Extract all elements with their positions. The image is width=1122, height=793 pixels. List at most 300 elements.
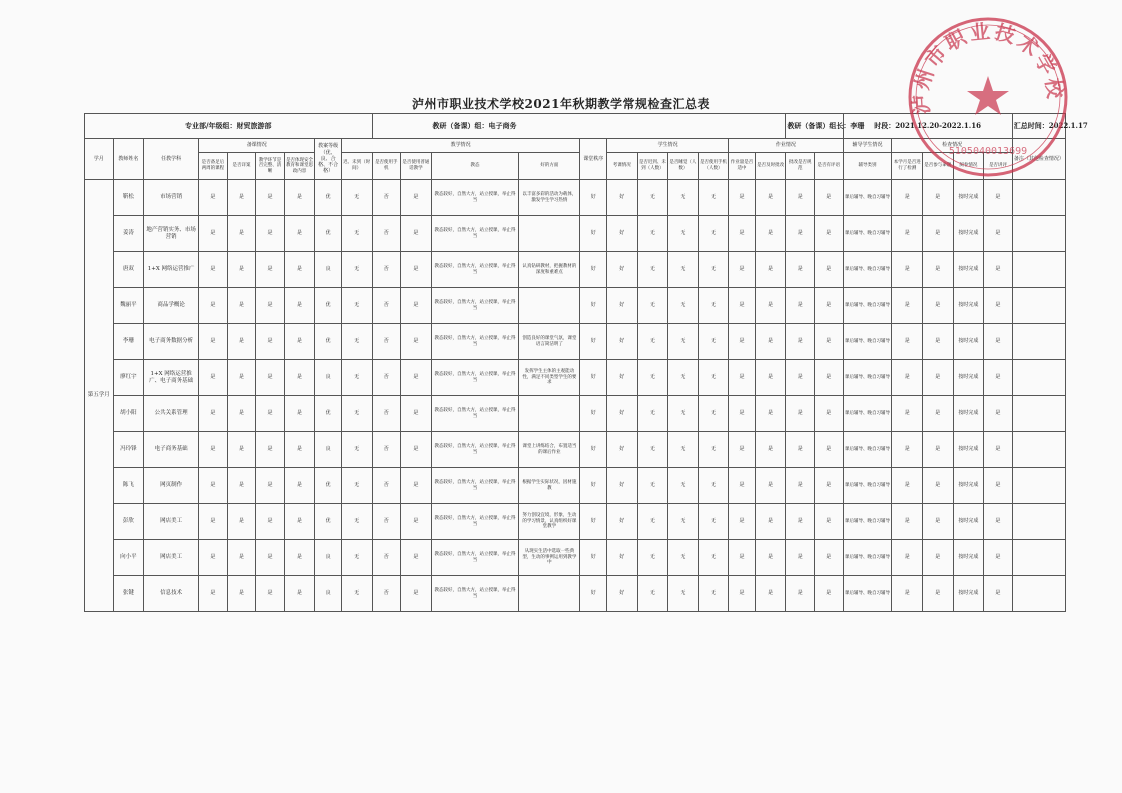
cell-hw2: 是 bbox=[755, 288, 786, 324]
cell-plan: 是 bbox=[892, 216, 923, 252]
group-student: 学生情况 bbox=[606, 139, 728, 153]
cell-attitude: 教态较好，自然大方，站立授课，举止得当 bbox=[431, 540, 519, 576]
cell-subject: 公共关系管理 bbox=[144, 396, 199, 432]
cell-tutortype: 课后辅导、晚自习辅导 bbox=[843, 216, 892, 252]
header-hw2: 是否及时批改 bbox=[755, 153, 786, 180]
cell-p2: 是 bbox=[227, 396, 256, 432]
cell-join: 是 bbox=[923, 468, 954, 504]
cell-p1: 是 bbox=[199, 576, 228, 612]
period-info: 时段：2021.12.20-2022.1.16 bbox=[843, 114, 1012, 139]
cell-p4: 是 bbox=[284, 324, 315, 360]
cell-subject: 网店美工 bbox=[144, 504, 199, 540]
cell-attend: 好 bbox=[606, 540, 637, 576]
cell-absent: 无 bbox=[637, 252, 668, 288]
header-prep1: 是否备足后两周的课程 bbox=[199, 153, 228, 180]
cell-good: 努力创设宜境，形象，生动的学习情景，认真组织好课堂教学 bbox=[519, 504, 580, 540]
cell-phone: 否 bbox=[372, 252, 401, 288]
cell-hw2: 是 bbox=[755, 360, 786, 396]
cell-attitude: 教态较好，自然大方，站立授课，举止得当 bbox=[431, 432, 519, 468]
header-attend: 考课情况 bbox=[606, 153, 637, 180]
table-row bbox=[85, 396, 1066, 432]
cell-hw4: 是 bbox=[814, 360, 843, 396]
cell-late: 无 bbox=[341, 216, 372, 252]
cell-grade: 优 bbox=[315, 288, 342, 324]
table-row bbox=[85, 432, 1066, 468]
cell-hw2: 是 bbox=[755, 216, 786, 252]
table-row bbox=[85, 288, 1066, 324]
cell-hw1: 是 bbox=[729, 252, 756, 288]
cell-p4: 是 bbox=[284, 540, 315, 576]
cell-p2: 是 bbox=[227, 252, 256, 288]
cell-phoneuse: 无 bbox=[698, 216, 729, 252]
school-seal-stamp bbox=[905, 14, 1071, 180]
cell-good bbox=[519, 288, 580, 324]
cell-order: 好 bbox=[580, 576, 607, 612]
cell-attend: 好 bbox=[606, 360, 637, 396]
cell-remark bbox=[1012, 216, 1065, 252]
cell-hw4: 是 bbox=[814, 288, 843, 324]
cell-p3: 是 bbox=[256, 432, 285, 468]
cell-late: 无 bbox=[341, 252, 372, 288]
cell-p1: 是 bbox=[199, 504, 228, 540]
cell-p4: 是 bbox=[284, 396, 315, 432]
cell-p3: 是 bbox=[256, 360, 285, 396]
cell-phone: 否 bbox=[372, 180, 401, 216]
cell-join: 是 bbox=[923, 324, 954, 360]
cell-analysis: 是 bbox=[984, 324, 1013, 360]
group-teach: 教学情况 bbox=[341, 139, 580, 153]
cell-p1: 是 bbox=[199, 252, 228, 288]
cell-absent: 无 bbox=[637, 216, 668, 252]
cell-analysis: 是 bbox=[984, 504, 1013, 540]
cell-name: 李珊 bbox=[113, 324, 144, 360]
cell-remark bbox=[1012, 180, 1065, 216]
cell-phoneuse: 无 bbox=[698, 324, 729, 360]
cell-p3: 是 bbox=[256, 180, 285, 216]
header-name: 教师姓名 bbox=[113, 139, 144, 180]
header-plan: 本学月是否进行了检测 bbox=[892, 153, 923, 180]
cell-remark bbox=[1012, 360, 1065, 396]
cell-attend: 好 bbox=[606, 576, 637, 612]
cell-absent: 无 bbox=[637, 360, 668, 396]
cell-name: 彭欣 bbox=[113, 504, 144, 540]
cell-remark bbox=[1012, 288, 1065, 324]
cell-analysis: 是 bbox=[984, 468, 1013, 504]
stamp-text: 泸州市职业技术学校 bbox=[908, 18, 1068, 116]
stamp-code: 5105040013699 bbox=[948, 146, 1028, 157]
cell-p2: 是 bbox=[227, 504, 256, 540]
cell-phone: 否 bbox=[372, 432, 401, 468]
cell-hw4: 是 bbox=[814, 324, 843, 360]
cell-hw4: 是 bbox=[814, 180, 843, 216]
cell-hw3: 是 bbox=[786, 324, 815, 360]
cell-p2: 是 bbox=[227, 180, 256, 216]
cell-late: 无 bbox=[341, 432, 372, 468]
cell-subject: 网页制作 bbox=[144, 468, 199, 504]
cell-p2: 是 bbox=[227, 540, 256, 576]
cell-hw1: 是 bbox=[729, 396, 756, 432]
cell-join: 是 bbox=[923, 288, 954, 324]
cell-grade: 良 bbox=[315, 540, 342, 576]
cell-sleep: 无 bbox=[668, 216, 699, 252]
cell-paper: 按时完成 bbox=[953, 216, 984, 252]
cell-phoneuse: 无 bbox=[698, 468, 729, 504]
cell-order: 好 bbox=[580, 360, 607, 396]
cell-name: 冯玲锋 bbox=[113, 432, 144, 468]
cell-attend: 好 bbox=[606, 288, 637, 324]
cell-hw4: 是 bbox=[814, 432, 843, 468]
cell-phoneuse: 无 bbox=[698, 432, 729, 468]
cell-p4: 是 bbox=[284, 180, 315, 216]
cell-tutortype: 课后辅导、晚自习辅导 bbox=[843, 504, 892, 540]
cell-remark bbox=[1012, 504, 1065, 540]
cell-phoneuse: 无 bbox=[698, 396, 729, 432]
cell-subject: 1+X 网络运营推广 bbox=[144, 252, 199, 288]
cell-sleep: 无 bbox=[668, 252, 699, 288]
cell-order: 好 bbox=[580, 396, 607, 432]
cell-hw3: 是 bbox=[786, 252, 815, 288]
cell-attend: 好 bbox=[606, 180, 637, 216]
cell-p2: 是 bbox=[227, 288, 256, 324]
cell-p2: 是 bbox=[227, 468, 256, 504]
header-hw4: 是否有评语 bbox=[814, 153, 843, 180]
cell-hw1: 是 bbox=[729, 432, 756, 468]
cell-good: 根据学生实际状况，因材施教 bbox=[519, 468, 580, 504]
cell-hw3: 是 bbox=[786, 180, 815, 216]
cell-attend: 好 bbox=[606, 432, 637, 468]
month-cell: 第五学月 bbox=[85, 180, 114, 612]
cell-join: 是 bbox=[923, 252, 954, 288]
cell-p1: 是 bbox=[199, 396, 228, 432]
cell-hw1: 是 bbox=[729, 504, 756, 540]
cell-subject: 地产营销实务、市场营销 bbox=[144, 216, 199, 252]
cell-p4: 是 bbox=[284, 360, 315, 396]
cell-name: 向小平 bbox=[113, 540, 144, 576]
cell-attitude: 教态较好，自然大方，站立授课，举止得当 bbox=[431, 360, 519, 396]
cell-order: 好 bbox=[580, 468, 607, 504]
cell-p4: 是 bbox=[284, 432, 315, 468]
group-prep: 备课情况 bbox=[199, 139, 315, 153]
cell-sleep: 无 bbox=[668, 468, 699, 504]
cell-join: 是 bbox=[923, 504, 954, 540]
cell-tutortype: 课后辅导、晚自习辅导 bbox=[843, 396, 892, 432]
header-attitude: 教态 bbox=[431, 153, 519, 180]
cell-media: 是 bbox=[401, 324, 432, 360]
cell-sleep: 无 bbox=[668, 288, 699, 324]
cell-analysis: 是 bbox=[984, 288, 1013, 324]
cell-late: 无 bbox=[341, 576, 372, 612]
cell-tutortype: 课后辅导、晚自习辅导 bbox=[843, 252, 892, 288]
cell-p3: 是 bbox=[256, 324, 285, 360]
cell-grade: 优 bbox=[315, 396, 342, 432]
cell-analysis: 是 bbox=[984, 360, 1013, 396]
cell-p3: 是 bbox=[256, 396, 285, 432]
cell-attend: 好 bbox=[606, 504, 637, 540]
cell-p4: 是 bbox=[284, 252, 315, 288]
cell-hw4: 是 bbox=[814, 576, 843, 612]
cell-hw3: 是 bbox=[786, 468, 815, 504]
group-check: 检查情况 bbox=[892, 139, 1012, 153]
cell-good bbox=[519, 576, 580, 612]
cell-grade: 良 bbox=[315, 576, 342, 612]
cell-absent: 无 bbox=[637, 576, 668, 612]
cell-hw4: 是 bbox=[814, 540, 843, 576]
cell-good bbox=[519, 396, 580, 432]
header-order: 课堂秩序 bbox=[580, 139, 607, 180]
cell-paper: 按时完成 bbox=[953, 360, 984, 396]
cell-attitude: 教态较好，自然大方，站立授课，举止得当 bbox=[431, 396, 519, 432]
cell-sleep: 无 bbox=[668, 396, 699, 432]
table-row bbox=[85, 360, 1066, 396]
cell-phoneuse: 无 bbox=[698, 504, 729, 540]
cell-remark bbox=[1012, 324, 1065, 360]
cell-grade: 良 bbox=[315, 252, 342, 288]
cell-media: 是 bbox=[401, 468, 432, 504]
cell-subject: 1+X 网络运营推广、电子商务基础 bbox=[144, 360, 199, 396]
cell-name: 魏丽平 bbox=[113, 288, 144, 324]
cell-p1: 是 bbox=[199, 288, 228, 324]
cell-grade: 良 bbox=[315, 360, 342, 396]
cell-subject: 电子商务数据分析 bbox=[144, 324, 199, 360]
cell-name: 唐双 bbox=[113, 252, 144, 288]
cell-hw2: 是 bbox=[755, 432, 786, 468]
cell-absent: 无 bbox=[637, 504, 668, 540]
cell-order: 好 bbox=[580, 432, 607, 468]
cell-media: 是 bbox=[401, 360, 432, 396]
cell-late: 无 bbox=[341, 504, 372, 540]
cell-attitude: 教态较好，自然大方，站立授课，举止得当 bbox=[431, 180, 519, 216]
cell-plan: 是 bbox=[892, 360, 923, 396]
cell-p4: 是 bbox=[284, 216, 315, 252]
cell-phone: 否 bbox=[372, 360, 401, 396]
header-sleep: 是否睡觉（人数） bbox=[668, 153, 699, 180]
table-row bbox=[85, 180, 1066, 216]
header-hw3: 批改是否规范 bbox=[786, 153, 815, 180]
cell-phoneuse: 无 bbox=[698, 540, 729, 576]
cell-remark bbox=[1012, 468, 1065, 504]
cell-tutortype: 课后辅导、晚自习辅导 bbox=[843, 288, 892, 324]
cell-remark bbox=[1012, 396, 1065, 432]
cell-p2: 是 bbox=[227, 360, 256, 396]
cell-paper: 按时完成 bbox=[953, 180, 984, 216]
cell-phone: 否 bbox=[372, 396, 401, 432]
cell-hw3: 是 bbox=[786, 432, 815, 468]
cell-hw2: 是 bbox=[755, 540, 786, 576]
cell-attend: 好 bbox=[606, 252, 637, 288]
cell-join: 是 bbox=[923, 576, 954, 612]
cell-plan: 是 bbox=[892, 432, 923, 468]
cell-paper: 按时完成 bbox=[953, 468, 984, 504]
cell-phone: 否 bbox=[372, 288, 401, 324]
cell-subject: 信息技术 bbox=[144, 576, 199, 612]
header-tutortype: 辅导类别 bbox=[843, 153, 892, 180]
table-row bbox=[85, 540, 1066, 576]
group-tutor: 辅导学生情况 bbox=[843, 139, 892, 153]
cell-hw3: 是 bbox=[786, 576, 815, 612]
cell-order: 好 bbox=[580, 540, 607, 576]
table-row bbox=[85, 576, 1066, 612]
leader-info: 教研（备课）组长：李珊 bbox=[786, 114, 843, 139]
cell-sleep: 无 bbox=[668, 432, 699, 468]
cell-attend: 好 bbox=[606, 216, 637, 252]
cell-absent: 无 bbox=[637, 432, 668, 468]
cell-name: 陈飞 bbox=[113, 468, 144, 504]
table-row bbox=[85, 504, 1066, 540]
header-prep2: 是否详案 bbox=[227, 153, 256, 180]
cell-tutortype: 课后辅导、晚自习辅导 bbox=[843, 324, 892, 360]
cell-paper: 按时完成 bbox=[953, 576, 984, 612]
cell-p3: 是 bbox=[256, 252, 285, 288]
cell-name: 廖红宇 bbox=[113, 360, 144, 396]
cell-hw3: 是 bbox=[786, 504, 815, 540]
cell-good: 课堂上讲练结合，布置适当的课后作业 bbox=[519, 432, 580, 468]
cell-p3: 是 bbox=[256, 576, 285, 612]
cell-phoneuse: 无 bbox=[698, 576, 729, 612]
cell-p3: 是 bbox=[256, 288, 285, 324]
cell-attitude: 教态较好，自然大方，站立授课，举止得当 bbox=[431, 504, 519, 540]
table-row bbox=[85, 252, 1066, 288]
cell-order: 好 bbox=[580, 324, 607, 360]
cell-p1: 是 bbox=[199, 360, 228, 396]
cell-paper: 按时完成 bbox=[953, 252, 984, 288]
inspection-summary-table bbox=[84, 113, 1088, 612]
cell-remark bbox=[1012, 540, 1065, 576]
cell-plan: 是 bbox=[892, 540, 923, 576]
header-phoneuse: 是否使用手机（人数） bbox=[698, 153, 729, 180]
cell-good: 发挥学生主体的主观能动性，满足不同类型学生的要求 bbox=[519, 360, 580, 396]
table-row bbox=[85, 216, 1066, 252]
cell-grade: 优 bbox=[315, 324, 342, 360]
cell-late: 无 bbox=[341, 288, 372, 324]
cell-sleep: 无 bbox=[668, 324, 699, 360]
cell-media: 是 bbox=[401, 180, 432, 216]
cell-grade: 良 bbox=[315, 432, 342, 468]
cell-order: 好 bbox=[580, 504, 607, 540]
cell-hw2: 是 bbox=[755, 576, 786, 612]
cell-remark bbox=[1012, 576, 1065, 612]
header-hw1: 作业量是否适中 bbox=[729, 153, 756, 180]
cell-late: 无 bbox=[341, 396, 372, 432]
cell-attitude: 教态较好，自然大方，站立授课，举止得当 bbox=[431, 324, 519, 360]
cell-hw1: 是 bbox=[729, 576, 756, 612]
cell-plan: 是 bbox=[892, 576, 923, 612]
header-prep3: 教学环节是否完整、清晰 bbox=[256, 153, 285, 180]
cell-hw2: 是 bbox=[755, 396, 786, 432]
cell-media: 是 bbox=[401, 540, 432, 576]
cell-join: 是 bbox=[923, 540, 954, 576]
header-grade: 教案等级（优、良、合格、不合格） bbox=[315, 139, 342, 180]
cell-absent: 无 bbox=[637, 324, 668, 360]
cell-media: 是 bbox=[401, 216, 432, 252]
cell-paper: 按时完成 bbox=[953, 324, 984, 360]
cell-hw1: 是 bbox=[729, 468, 756, 504]
cell-absent: 无 bbox=[637, 288, 668, 324]
cell-good: 认真钻研教材，把握教材的深度和重难点 bbox=[519, 252, 580, 288]
cell-hw3: 是 bbox=[786, 360, 815, 396]
cell-phone: 否 bbox=[372, 324, 401, 360]
cell-plan: 是 bbox=[892, 288, 923, 324]
header-media: 是否使用普通话教学 bbox=[401, 153, 432, 180]
cell-join: 是 bbox=[923, 360, 954, 396]
cell-order: 好 bbox=[580, 288, 607, 324]
cell-analysis: 是 bbox=[984, 432, 1013, 468]
cell-name: 张键 bbox=[113, 576, 144, 612]
cell-sleep: 无 bbox=[668, 180, 699, 216]
table-row bbox=[85, 468, 1066, 504]
cell-p1: 是 bbox=[199, 324, 228, 360]
cell-analysis: 是 bbox=[984, 396, 1013, 432]
cell-tutortype: 课后辅导、晚自习辅导 bbox=[843, 360, 892, 396]
cell-p2: 是 bbox=[227, 576, 256, 612]
cell-p3: 是 bbox=[256, 540, 285, 576]
cell-late: 无 bbox=[341, 468, 372, 504]
cell-tutortype: 课后辅导、晚自习辅导 bbox=[843, 432, 892, 468]
cell-media: 是 bbox=[401, 288, 432, 324]
cell-p2: 是 bbox=[227, 432, 256, 468]
cell-hw1: 是 bbox=[729, 288, 756, 324]
cell-p3: 是 bbox=[256, 216, 285, 252]
header-remark: 备注（其他检查情况） bbox=[1012, 139, 1065, 180]
group-info: 教研（备课）组：电子商务 bbox=[372, 114, 786, 139]
cell-absent: 无 bbox=[637, 396, 668, 432]
cell-hw4: 是 bbox=[814, 252, 843, 288]
cell-hw3: 是 bbox=[786, 396, 815, 432]
dept-info: 专业部/年级组：财贸旅游部 bbox=[85, 114, 373, 139]
cell-order: 好 bbox=[580, 180, 607, 216]
cell-hw4: 是 bbox=[814, 468, 843, 504]
cell-sleep: 无 bbox=[668, 504, 699, 540]
cell-hw1: 是 bbox=[729, 216, 756, 252]
cell-hw4: 是 bbox=[814, 504, 843, 540]
cell-p1: 是 bbox=[199, 180, 228, 216]
cell-hw2: 是 bbox=[755, 504, 786, 540]
cell-hw3: 是 bbox=[786, 288, 815, 324]
cell-name: 胡小阳 bbox=[113, 396, 144, 432]
cell-grade: 优 bbox=[315, 468, 342, 504]
header-late: 迟、未到（时间） bbox=[341, 153, 372, 180]
table-row bbox=[85, 324, 1066, 360]
header-analysis: 是否讲评 bbox=[984, 153, 1013, 180]
cell-attitude: 教态较好，自然大方，站立授课，举止得当 bbox=[431, 576, 519, 612]
cell-hw2: 是 bbox=[755, 324, 786, 360]
cell-good: 从现实生活中选取一些典型，生动的事例运用到教学中 bbox=[519, 540, 580, 576]
cell-p2: 是 bbox=[227, 216, 256, 252]
cell-remark bbox=[1012, 252, 1065, 288]
cell-good bbox=[519, 216, 580, 252]
cell-sleep: 无 bbox=[668, 360, 699, 396]
cell-phone: 否 bbox=[372, 576, 401, 612]
cell-late: 无 bbox=[341, 180, 372, 216]
cell-phone: 否 bbox=[372, 216, 401, 252]
cell-absent: 无 bbox=[637, 540, 668, 576]
cell-analysis: 是 bbox=[984, 540, 1013, 576]
header-absent: 是否迟到、未到（人数） bbox=[637, 153, 668, 180]
cell-media: 是 bbox=[401, 252, 432, 288]
header-phone: 是否使用手机 bbox=[372, 153, 401, 180]
cell-phoneuse: 无 bbox=[698, 180, 729, 216]
cell-plan: 是 bbox=[892, 504, 923, 540]
cell-paper: 按时完成 bbox=[953, 396, 984, 432]
group-homework: 作业情况 bbox=[729, 139, 843, 153]
cell-name: 靳松 bbox=[113, 180, 144, 216]
cell-attend: 好 bbox=[606, 324, 637, 360]
cell-p2: 是 bbox=[227, 324, 256, 360]
page-title: 泸州市职业技术学校2021年秋期教学常规检查汇总表 bbox=[412, 97, 710, 111]
header-prep4: 是否体现安全教育和课堂思政内容 bbox=[284, 153, 315, 180]
cell-good: 创造良好的课堂气氛，课堂语言简洁明了 bbox=[519, 324, 580, 360]
cell-hw1: 是 bbox=[729, 324, 756, 360]
cell-absent: 无 bbox=[637, 180, 668, 216]
